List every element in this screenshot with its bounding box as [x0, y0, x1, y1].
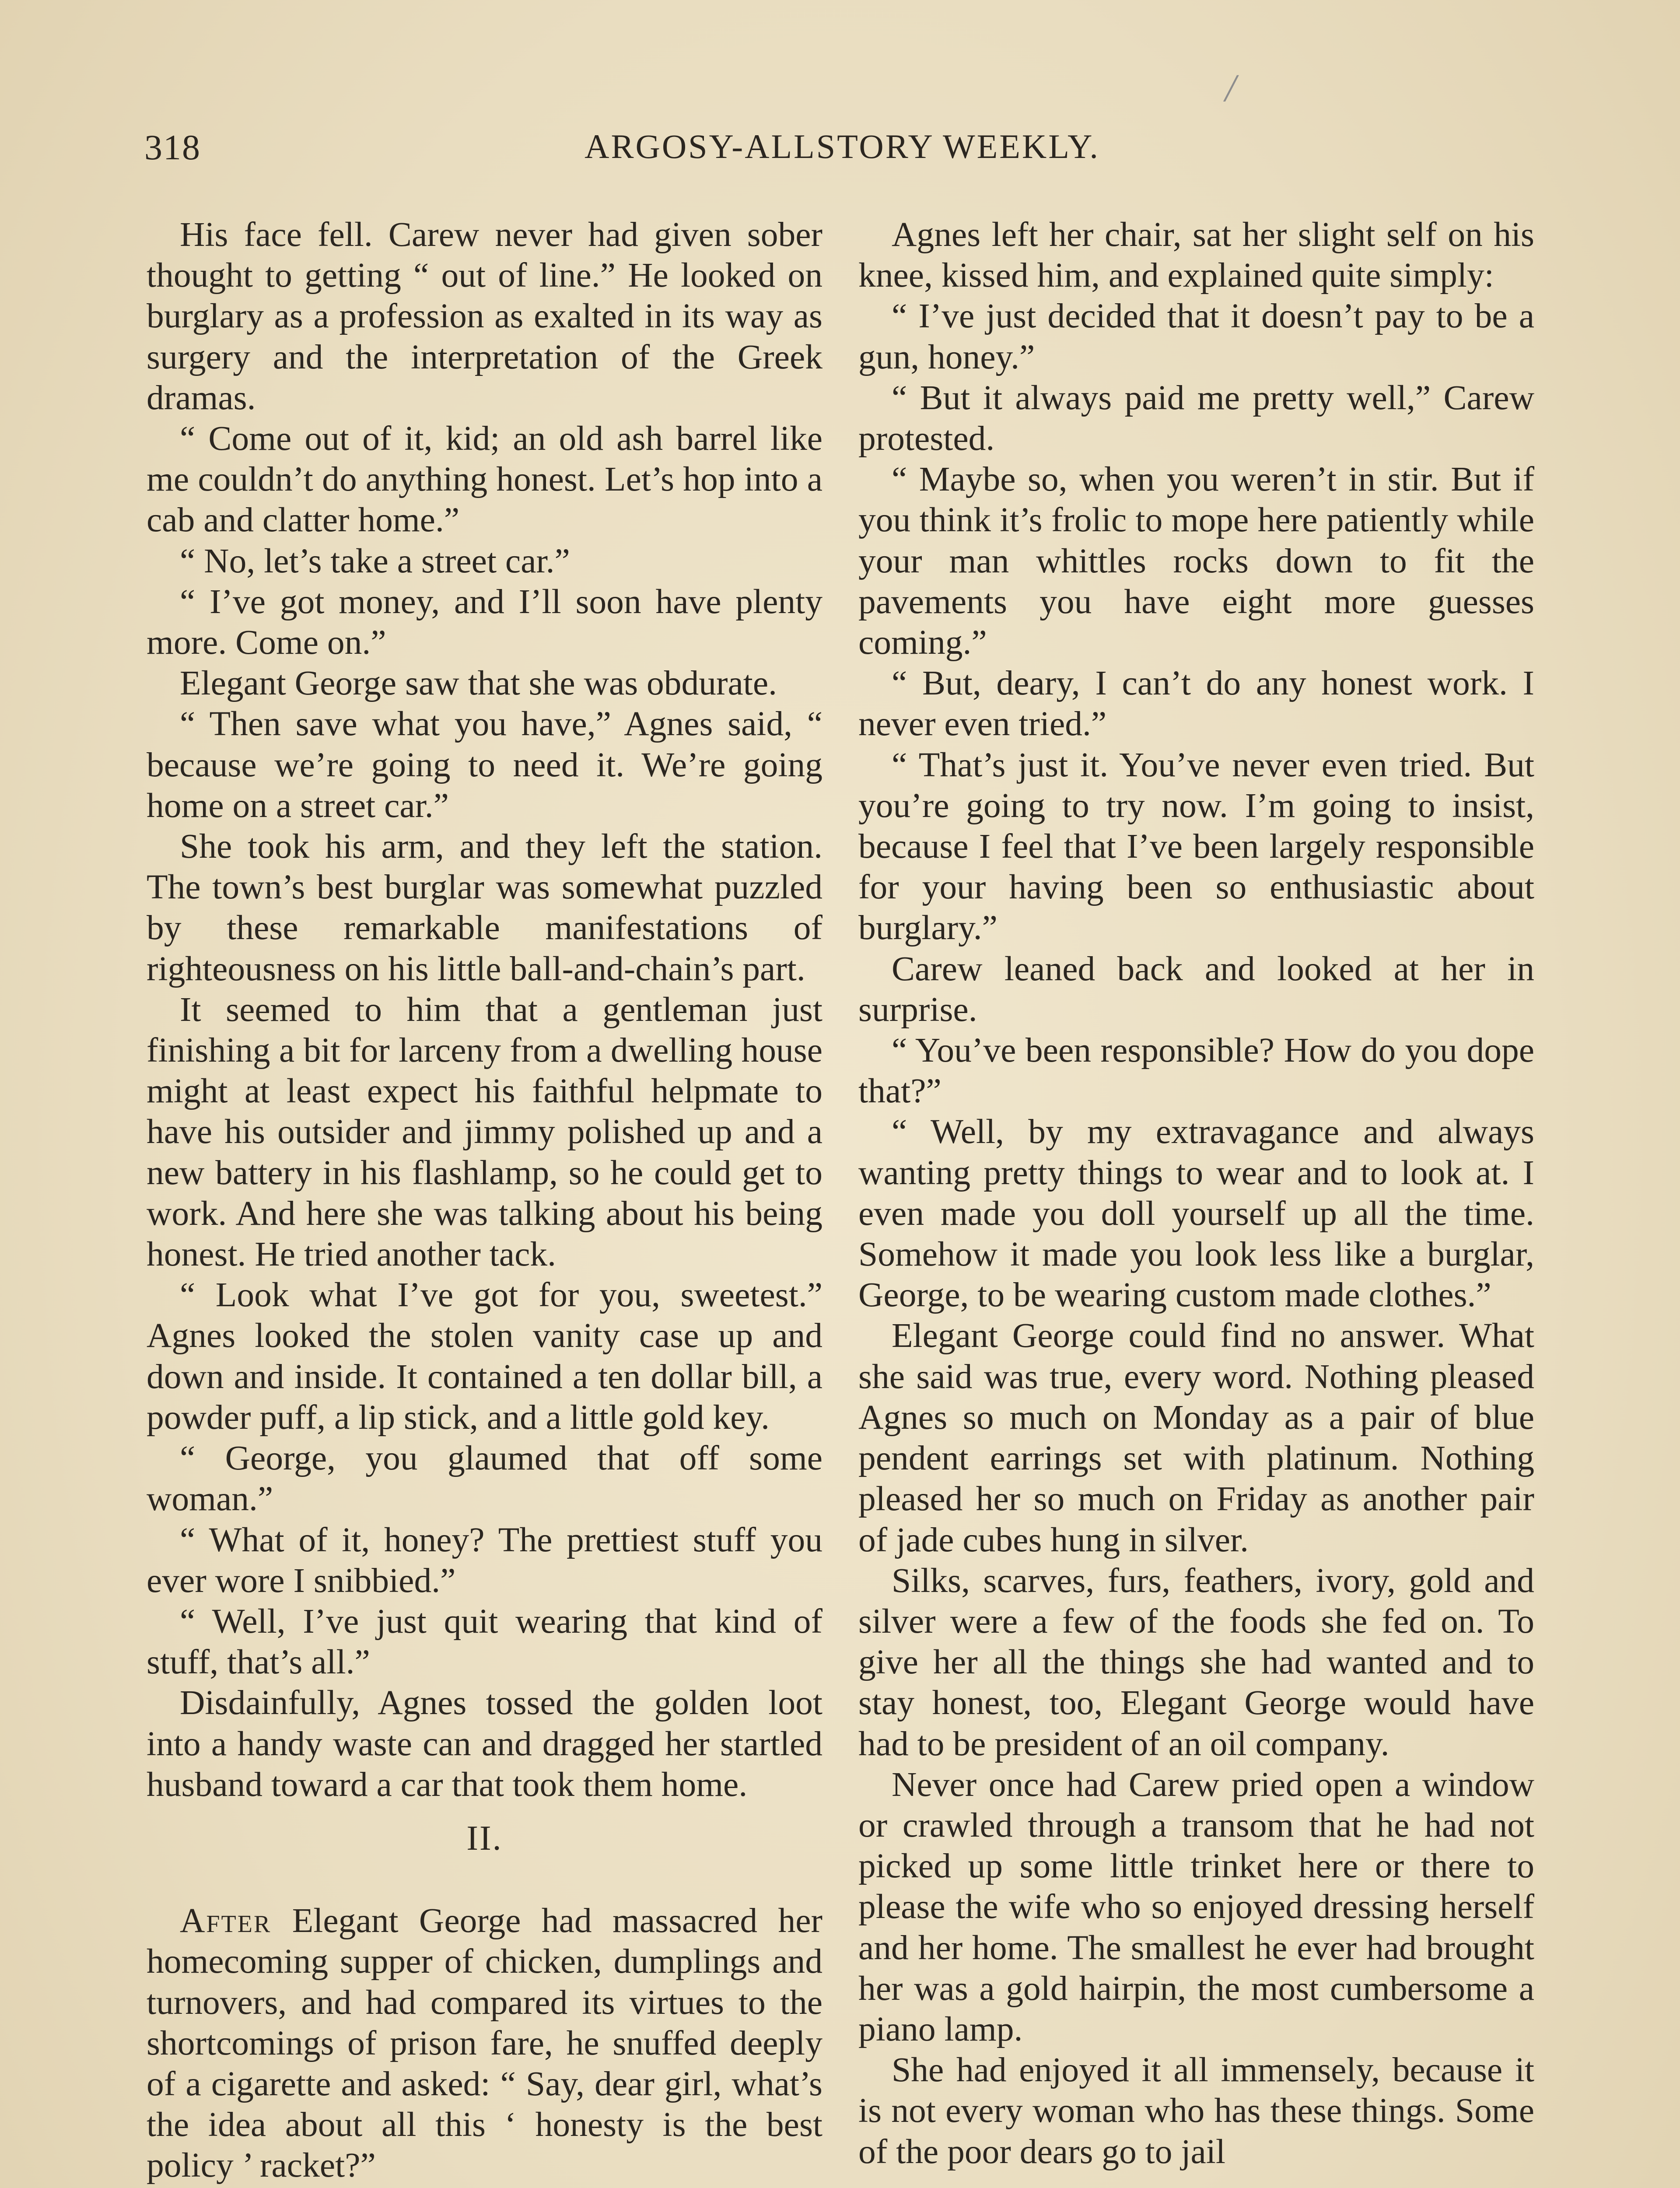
paragraph: Elegant George could find no answer. What she said was true, every word. Nothing pleased Agnes so much on Monday as a pair of blue pendent earrings set with platinum. Nothing pleased her so much on Friday as another pair of jade cubes hung in silver. — [858, 1316, 1534, 1559]
paragraph: “ But, deary, I can’t do any honest work. I never even tried.” — [858, 664, 1534, 743]
paragraph — [147, 1900, 822, 2186]
paragraph: “ George, you glaumed that off some woman.” — [147, 1439, 822, 1518]
paragraph: “ That’s just it. You’ve never even tried. But you’re going to try now. I’m going to insist, because I feel that I’ve been largely responsible for your having been so enthusiastic about burglary.” — [858, 745, 1534, 947]
paragraph: Elegant George saw that she was obdurate. — [180, 664, 777, 703]
paragraph: “ I’ve just decided that it doesn’t pay to be a gun, honey.” — [858, 297, 1534, 376]
paragraph: “ What of it, honey? The prettiest stuff you ever wore I snibbied.” — [147, 1520, 822, 1600]
paragraph: Disdainfully, Agnes tossed the golden loot into a handy waste can and dragged her startled husband toward a car that took them home. — [147, 1683, 822, 1804]
running-head: ARGOSY-ALLSTORY WEEKLY. — [584, 127, 1100, 165]
paragraph: Never once had Carew pried open a window or crawled through a transom that he had not picked up some little trinket here or there to please the wife who so enjoyed dressing herself and her home. The smallest he ever had brought her was a gold hairpin, the most cumbersome a piano lamp. — [858, 1765, 1534, 2048]
pencil-mark: / — [1225, 67, 1236, 110]
section-heading: II. — [466, 1819, 503, 1858]
paragraph: “ Maybe so, when you weren’t in stir. But if you think it’s frolic to mope here patiently while your man whittles rocks down to fit the pavements you have eight more guesses coming.” — [858, 460, 1534, 662]
paragraph: “ Well, I’ve just quit wearing that kind of stuff, that’s all.” — [147, 1602, 822, 1682]
left-column — [147, 214, 822, 2188]
paragraph: “ Come out of it, kid; an old ash barrel like me couldn’t do anything honest. Let’s hop into a cab and clatter home.” — [147, 419, 822, 540]
paragraph: She had enjoyed it all immensely, because it is not every woman who has these things. Some of the poor dears go to jail — [858, 2051, 1534, 2171]
paragraph: His face fell. Carew never had given sober thought to getting “ out of line.” He looked on burglary as a profession as exalted in its way as surgery and the interpretation of the Greek dramas. — [147, 215, 822, 417]
paragraph: It seemed to him that a gentleman just finishing a bit for larceny from a dwelling house might at least expect his faithful helpmate to have his outsider and jimmy polished up and a new battery in his flashlamp, so he could get to work. And here she was talking about his being honest. He tried another tack. — [147, 990, 822, 1274]
paragraph: Silks, scarves, furs, feathers, ivory, gold and silver were a few of the foods she fed on. To give her all the things she had wanted and to stay honest, too, Elegant George would have had to be president of an oil company. — [858, 1561, 1534, 1763]
paragraph: “ But it always paid me pretty well,” Carew protested. — [858, 378, 1534, 458]
paragraph: “ No, let’s take a street car.” — [180, 541, 570, 580]
paragraph: “ Well, by my extravagance and always wanting pretty things to wear and to look at. I even made you doll yourself up all the time. Somehow it made you look less like a burglar, George, to be wearing custom made clothes.” — [858, 1112, 1534, 1315]
paragraph: “ I’ve got money, and I’ll soon have plenty more. Come on.” — [147, 582, 822, 662]
paragraph-text: Elegant George had massacred her homecoming supper of chicken, dumplings and turnovers, and had compared its virtues to the shortcomings of prison fare, he snuffed deeply of a cigarette and asked: “ Say, dear girl, what’s the idea about all this ‘ honesty is the best policy ’ racket?” — [147, 1901, 822, 2185]
page-number: 318 — [144, 127, 201, 167]
page-header — [144, 127, 1540, 188]
paragraph: She took his arm, and they left the station. The town’s best burglar was somewhat puzzled by these remarkable manifestations of righteousness on his little ball-and-chain’s part. — [147, 827, 822, 988]
paragraph: Agnes left her chair, sat her slight self on his knee, kissed him, and explained quite simply: — [858, 215, 1534, 295]
paragraph: “ Then save what you have,” Agnes said, “ because we’re going to need it. We’re going home on a street car.” — [147, 705, 822, 825]
paragraph: “ You’ve been responsible? How do you dope that?” — [858, 1031, 1534, 1111]
paragraph: Carew leaned back and looked at her in surprise. — [858, 949, 1534, 1029]
right-column — [858, 214, 1534, 2188]
paragraph: “ Look what I’ve got for you, sweetest.” Agnes looked the stolen vanity case up and down and inside. It contained a ten dollar bill, a powder puff, a lip stick, and a little gold key. — [147, 1276, 822, 1437]
section-lead-word: After — [180, 1901, 272, 1940]
